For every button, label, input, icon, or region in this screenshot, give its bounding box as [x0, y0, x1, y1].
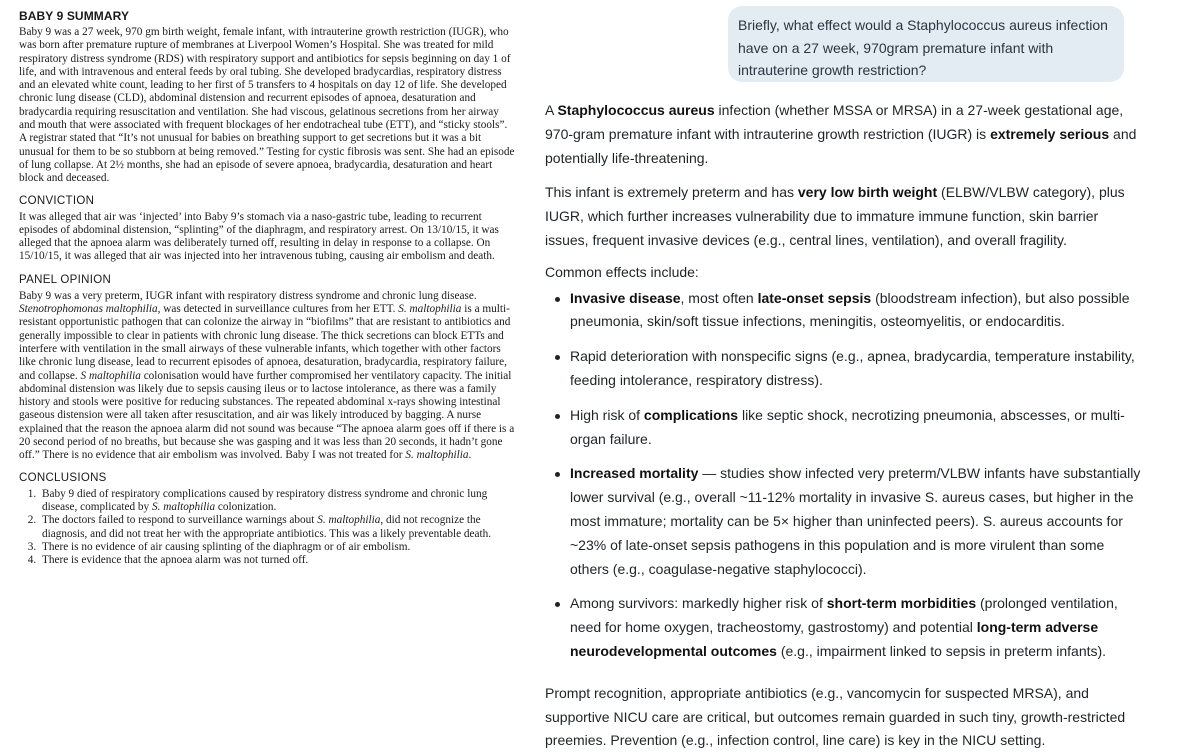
response-text: like septic shock, necrotizing pneumonia, abscesses, or multi-organ failure.: [570, 406, 1125, 447]
response-bold: long-term adverse neurodevelopmental outcomes: [570, 619, 1099, 659]
conclusion-text: colonization.: [215, 500, 277, 513]
response-paragraph: [545, 181, 1145, 252]
summary-paragraph: Baby 9 was a 27 week, 970 gm birth weight, female infant, with intrauterine growth restriction (IUGR), who was born after premature rupture of membranes at Liverpool Women’s Hospital. She was treated for mild respiratory distress syndrome (RDS) with respiratory support and antibiotics for sepsis beginning on day 1 of life, and with intravenous and enteral feeds by oral tubing. She developed bradycardias, respiratory distress and an elevated white count, leading to her first of 5 transfers to 4 hospitals on day 12 of life. She developed chronic lung disease (CLD), abdominal distension and recurrent episodes of apnoea, desaturation and bradycardia requiring resuscitation and ventilation. She had viscous, gelatinous secretions from her airway and mouth that were associated with frequent blockages of her endotracheal tube (ETT), and “sticky stools”. A registrar stated that “It’s not unusual for babies on breathing support to get secretions but it was a bit unusual for them to be so stubborn at being removed.” Testing for cystic fibrosis was sent. She had an episode of lung collapse. At 2½ months, she had an episode of severe apnoea, bradycardia, desaturation and heart block and deceased.: [19, 26, 515, 185]
panel-text: colonisation would have further compromised her ventilatory capacity. The initial abdominal distension was likely due to sepsis causing ileus or to lactose intolerance, as there was a family history and stools were positive for reducing substances. The repeated abdominal x-rays showing intestinal gaseous distension were all taken after resuscitation, and air was likely introduced by bagging. A nurse explained that the reason the apnoea alarm did not sound was because “The apnoea alarm goes off if there is a 20 second period of no breaths, but because she was gasping and it was less than 20 seconds, it hadn’t gone off.” There is no evidence that air embolism was involved. Baby I was not treated for: [19, 369, 515, 462]
response-text: infection (whether MSSA or MRSA) in a 27-week gestational age, 970-gram premature infant with intrauterine growth restriction (IUGR) is: [545, 102, 1124, 142]
conclusion-item: [39, 488, 516, 515]
panel-opinion-heading: PANEL OPINION: [19, 273, 112, 286]
response-text: (ELBW/VLBW category), plus IUGR, which further increases vulnerability due to immature immune function, skin barrier issues, frequent invasive devices (e.g., central lines, ventilation), and overall fragility.: [545, 184, 1125, 248]
response-bold: Invasive disease: [570, 289, 681, 306]
user-message-bubble[interactable]: [728, 6, 1124, 82]
conviction-heading: CONVICTION: [19, 194, 95, 207]
assistant-response: [545, 99, 1145, 753]
document-title: BABY 9 SUMMARY: [19, 9, 130, 23]
panel-italic: S. maltophilia: [398, 303, 462, 316]
panel-text: is a multi-resistant opportunistic pathogen that can colonize the airway in “biofilms” that are resistant to antibiotics and generally impossible to clear in patients with chronic lung disease. The thick secretions can block ETTs and interfere with ventilation in the small airways of these vulnerable infants, which together with other factors like chronic lung disease, lead to recurrent episodes of apnoea, desaturation, bradycardia, respiratory failure, and collapse.: [19, 303, 511, 382]
response-bold: very low birth weight: [797, 184, 938, 201]
response-text: This infant is extremely preterm and has: [545, 184, 798, 201]
conclusion-item: 4. There is evidence that the apnoea alarm was not turned off.: [39, 554, 516, 567]
response-bold: late-onset sepsis: [757, 289, 872, 306]
response-text: Among survivors: markedly higher risk of: [570, 595, 827, 612]
conclusions-list: [19, 488, 516, 568]
effects-list-item: [545, 592, 1145, 663]
conclusion-text: , did not recognize the diagnosis, and did not treat her with the appropriate antibiotics. This was a likely preventable death.: [42, 514, 492, 540]
response-list-intro: Common effects include:: [545, 263, 699, 280]
response-text: and potentially life-threatening.: [545, 125, 1137, 166]
effects-list: [545, 287, 1145, 664]
conclusion-text: The doctors failed to respond to surveillance warnings about: [42, 514, 318, 527]
response-bold: Increased mortality: [570, 465, 699, 482]
conclusion-item: 3. There is no evidence of air causing splinting of the diaphragm or of air embolism.: [39, 541, 516, 554]
effects-list-item: [545, 287, 1145, 335]
chat-pane: [530, 0, 1200, 749]
conclusion-text: Baby 9 died of respiratory complications caused by respiratory distress syndrome and chronic lung disease, complicated by: [42, 487, 488, 513]
response-text: — studies show infected very preterm/VLBW infants have substantially lower survival (e.g., overall ~11-12% mortality in invasive S. aureus cases, but higher in the most immature; mortality can be 5× higher than uninfected peers). S. aureus accounts for ~23% of late-onset sepsis pathogens in this population and is more virulent than some others (e.g., coagulase-negative staphylococci).: [570, 465, 1141, 577]
effects-list-item: [545, 462, 1145, 581]
response-text: High risk of: [570, 406, 644, 423]
response-paragraph: [545, 99, 1145, 170]
panel-text: , was detected in surveillance cultures from her ETT.: [157, 303, 399, 316]
panel-text: .: [468, 449, 472, 462]
response-text: (e.g., impairment linked to sepsis in preterm infants).: [776, 642, 1107, 659]
response-text: , most often: [680, 289, 758, 306]
conclusion-italic: S. maltophilia: [317, 514, 381, 527]
conviction-paragraph: It was alleged that air was ‘injected’ into Baby 9’s stomach via a naso-gastric tube, leading to recurrent episodes of abdominal distension, “splinting” of the diaphragm, and respiratory arrest. On 13/10/15, it was alleged that the apnoea alarm was deliberately turned off, resulting in delay in response to a collapse. On 15/10/15, it was alleged that air was injected into her intravenous tubing, causing air embolism and death.: [19, 210, 499, 263]
conclusions-heading: CONCLUSIONS: [19, 471, 107, 484]
panel-italic: Stenotrophomonas maltophilia: [19, 303, 158, 316]
response-closing-paragraph: Prompt recognition, appropriate antibiotics (e.g., vancomycin for suspected MRSA), and supportive NICU care are critical, but outcomes remain guarded in such tiny, growth-restricted preemies. Prevention (e.g., infection control, line care) is key in the NICU setting.: [545, 684, 1126, 749]
response-bold: extremely serious: [990, 125, 1110, 142]
panel-text: Baby 9 was a very preterm, IUGR infant with respiratory distress syndrome and chronic lung disease.: [19, 289, 477, 302]
panel-opinion-paragraph: [19, 290, 516, 463]
response-text: Rapid deterioration with nonspecific signs (e.g., apnea, bradycardia, temperature instability, feeding intolerance, respiratory distress).: [570, 348, 1135, 388]
panel-italic: S maltophilia: [80, 369, 141, 382]
response-text: A: [545, 102, 558, 118]
response-text: (bloodstream infection), but also possible pneumonia, skin/soft tissue infections, meningitis, osteomyelitis, or endocarditis.: [570, 289, 1130, 330]
user-message-text: Briefly, what effect would a Staphylococcus aureus infection have on a 27 week, 970gram premature infant with intrauterine growth restriction?: [738, 17, 1108, 78]
effects-list-item: [545, 345, 1145, 393]
document-pane: [19, 8, 516, 676]
panel-italic: S. maltophilia: [405, 449, 469, 462]
conclusion-item: [39, 514, 516, 541]
response-bold: Staphylococcus aureus: [557, 102, 715, 118]
conclusion-italic: S. maltophilia: [151, 500, 216, 513]
effects-list-item: [545, 404, 1145, 452]
response-text: (prolonged ventilation, need for home oxygen, tracheostomy, gastrostomy) and potential: [570, 595, 1118, 636]
response-bold: short-term morbidities: [826, 595, 977, 612]
response-bold: complications: [643, 406, 739, 423]
